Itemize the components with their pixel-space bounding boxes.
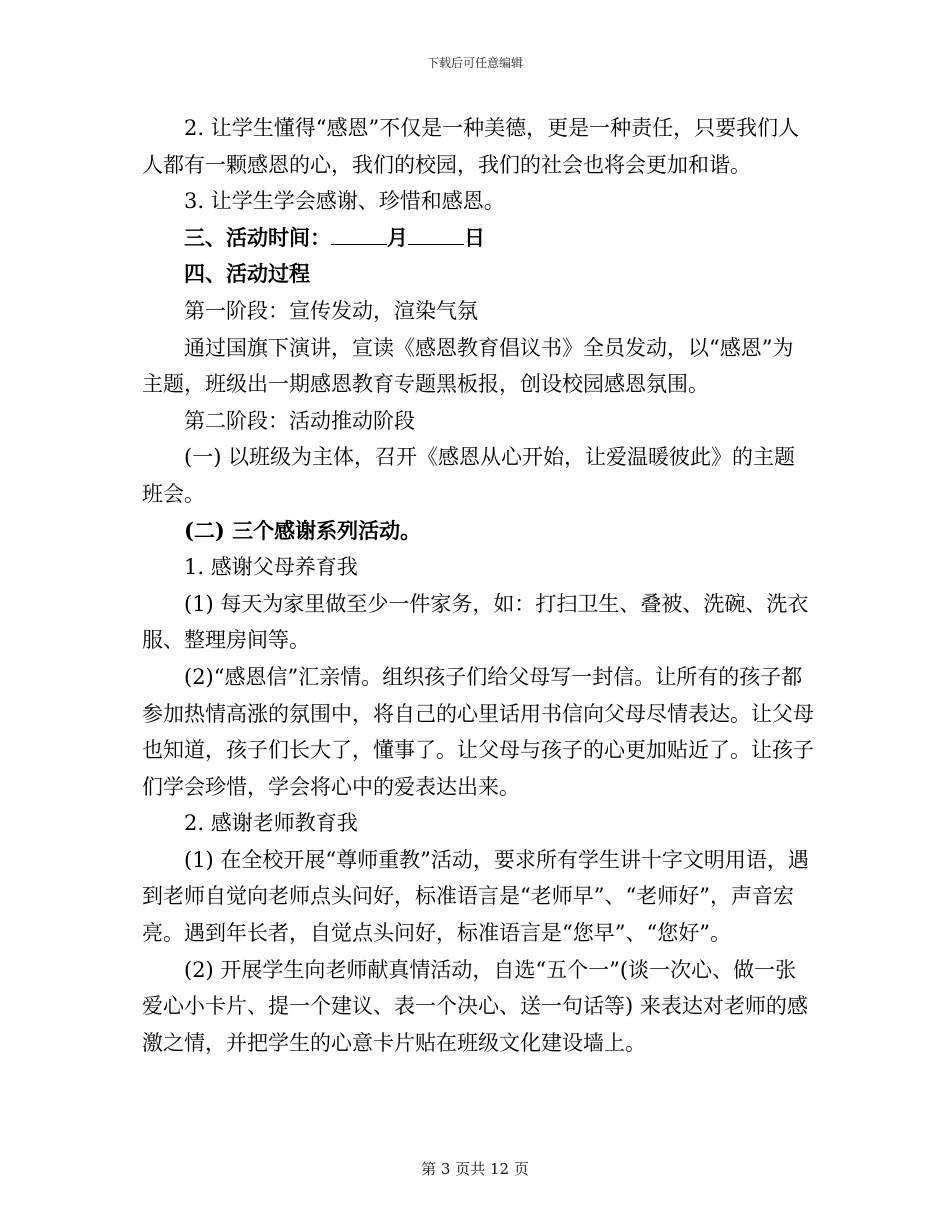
thanks-teachers-title: 2. 感谢老师教育我 — [184, 811, 358, 836]
thanks-parents-item-2: (2)“感恩信”汇亲情。组织孩子们给父母写一封信。让所有的孩子都参加热情高涨的氛围中，将自己的心里话用书信向父母尽情表达。让父母也知道，孩子们长大了，懂事了。让父母与孩子的心更加贴近了。让孩子们学会珍惜，学会将心中的爱表达出来。 — [142, 664, 814, 799]
thanks-parents-item-1: (1) 每天为家里做至少一件家务，如：打扫卫生、叠被、洗碗、洗衣服、整理房间等。 — [142, 591, 809, 653]
thanks-teachers-item-1: (1) 在全校开展“尊师重教”活动，要求所有学生讲十字文明用语，遇到老师自觉向老师点头问好，标准语言是“老师早”、“老师好”，声音宏亮。遇到年长者，自觉点头问好，标准语言是“您早”、“您好”。 — [142, 847, 809, 946]
stage-1-text: 通过国旗下演讲，宣读《感恩教育倡议书》全员发动，以“感恩”为主题，班级出一期感恩教育专题黑板报，创设校园感恩氛围。 — [142, 335, 794, 397]
page-footer: 第 3 页共 12 页 — [421, 1160, 529, 1178]
document-body — [142, 110, 814, 1061]
section-activity-time — [142, 220, 814, 257]
day-blank — [408, 226, 464, 245]
paragraph-goal-2: 2. 让学生懂得“感恩”不仅是一种美德，更是一种责任，只要我们人人都有一颗感恩的心，我们的校园，我们的社会也将会更加和谐。 — [142, 116, 800, 177]
stage-1-title: 第一阶段：宣传发动，渲染气氛 — [184, 298, 478, 323]
section-activity-process: 四、活动过程 — [184, 261, 310, 287]
month-blank — [331, 226, 387, 245]
thanks-parents-title: 1. 感谢父母养育我 — [184, 555, 358, 580]
month-label: 月 — [387, 224, 408, 250]
thanks-teachers-item-2: (2) 开展学生向老师献真情活动，自选“五个一”(谈一次心、做一张爱心小卡片、提一个建议、表一个决心、送一句话等) 来表达对老师的感激之情，并把学生的心意卡片贴在班级文化建设墙上。 — [142, 957, 808, 1055]
stage-2-title: 第二阶段：活动推动阶段 — [184, 408, 415, 433]
activity-time-label: 三、活动时间： — [184, 224, 331, 250]
day-label: 日 — [464, 224, 485, 250]
item-1-class-meeting: (一) 以班级为主体，召开《感恩从心开始，让爱温暖彼此》的主题班会。 — [142, 445, 796, 506]
item-2-thanks-activities: (二) 三个感谢系列活动。 — [184, 517, 422, 543]
paragraph-goal-3: 3. 让学生学会感谢、珍惜和感恩。 — [184, 189, 505, 214]
page-header: 下载后可任意编辑 — [426, 56, 523, 70]
